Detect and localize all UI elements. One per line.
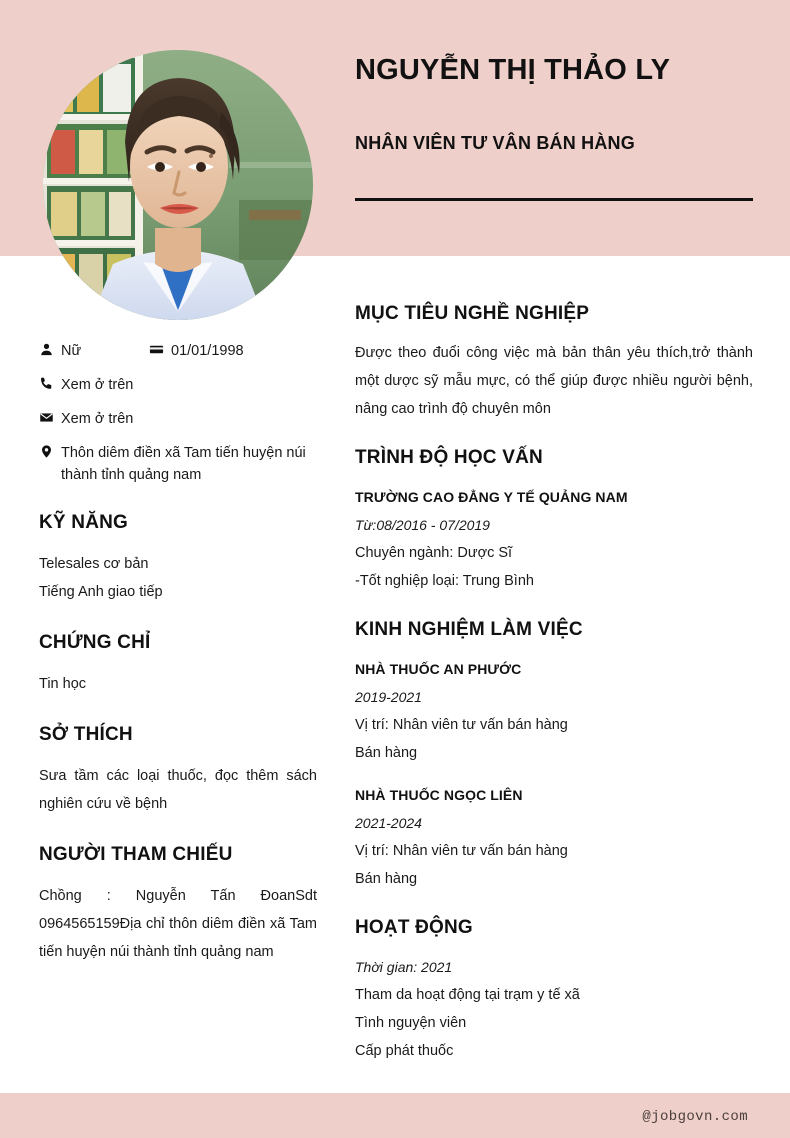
education-school: TRƯỜNG CAO ĐẲNG Y TẾ QUẢNG NAM	[355, 489, 628, 505]
references-text: Chồng : Nguyễn Tấn ĐoanSdt 0964565159Địa chỉ thôn diêm điền xã Tam tiến huyện núi thành tỉnh quảng nam	[39, 888, 317, 960]
section-title-activities: HOẠT ĐỘNG	[355, 917, 473, 938]
header-text-block	[355, 50, 753, 201]
contact-item-gender	[39, 340, 149, 362]
section-skills	[39, 512, 319, 606]
education-detail: Chuyên ngành: Dược Sĩ	[355, 545, 513, 561]
experience-detail: Vị trí: Nhân viên tư vấn bán hàng	[355, 717, 568, 733]
education-date: Từ:08/2016 - 07/2019	[355, 517, 490, 533]
contact-item-birthday	[149, 340, 244, 362]
certificate-item: Tin học	[39, 676, 87, 692]
section-interests	[39, 724, 319, 818]
contact-row-gender-birthday	[39, 340, 319, 362]
section-title-objective: MỤC TIÊU NGHỀ NGHIỆP	[355, 303, 590, 324]
experience-company: NHÀ THUỐC NGỌC LIÊN	[355, 787, 523, 803]
section-title-interests: SỞ THÍCH	[39, 724, 133, 745]
contact-item-address	[39, 442, 313, 486]
contact-list	[39, 340, 319, 486]
page-title: NGUYỄN THỊ THẢO LY	[355, 54, 671, 86]
section-experience	[355, 619, 753, 893]
envelope-icon	[39, 408, 61, 425]
email-value: Xem ở trên	[61, 411, 134, 427]
experience-date: 2019-2021	[355, 689, 422, 705]
id-card-icon	[149, 340, 171, 357]
section-certificates	[39, 632, 319, 698]
section-education	[355, 447, 753, 595]
skill-item: Telesales cơ bản	[39, 556, 149, 572]
phone-value: Xem ở trên	[61, 377, 134, 393]
job-title: NHÂN VIÊN TƯ VÂN BÁN HÀNG	[355, 133, 635, 153]
header-divider	[355, 198, 753, 201]
activity-detail: Tham da hoạt động tại trạm y tế xã	[355, 987, 580, 1003]
contact-item-phone	[39, 374, 133, 396]
section-title-references: NGƯỜI THAM CHIẾU	[39, 844, 233, 865]
section-objective	[355, 303, 753, 423]
sidebar-column	[39, 340, 319, 966]
interests-text: Sưa tầm các loại thuốc, đọc thêm sách nghiên cứu về bệnh	[39, 768, 317, 812]
activity-entry	[355, 953, 753, 1065]
avatar	[43, 50, 313, 320]
activity-detail: Cấp phát thuốc	[355, 1043, 454, 1059]
activity-date: Thời gian: 2021	[355, 959, 453, 975]
activity-detail: Tình nguyện viên	[355, 1015, 467, 1031]
watermark: @jobgovn.com	[642, 1109, 748, 1125]
section-title-skills: KỸ NĂNG	[39, 512, 129, 533]
location-pin-icon	[39, 442, 61, 459]
objective-text: Được theo đuổi công việc mà bản thân yêu thích,trở thành một dược sỹ mẫu mực, có thể giúp được nhiều người bệnh, nâng cao trình độ chuyên môn	[355, 345, 753, 417]
experience-date: 2021-2024	[355, 815, 422, 831]
phone-icon	[39, 374, 61, 391]
contact-row-phone	[39, 374, 319, 396]
address-value: Thôn diêm điền xã Tam tiến huyện núi thành tỉnh quảng nam	[61, 445, 306, 483]
education-entry	[355, 483, 753, 595]
section-title-experience: KINH NGHIỆM LÀM VIỆC	[355, 619, 583, 640]
experience-detail: Bán hàng	[355, 871, 418, 887]
section-references	[39, 844, 319, 966]
contact-row-address	[39, 442, 319, 486]
experience-entry	[355, 655, 753, 767]
education-detail: -Tốt nghiệp loại: Trung Bình	[355, 573, 534, 589]
experience-detail: Bán hàng	[355, 745, 418, 761]
contact-row-email	[39, 408, 319, 430]
experience-company: NHÀ THUỐC AN PHƯỚC	[355, 661, 522, 677]
section-activities	[355, 917, 753, 1065]
person-icon	[39, 340, 61, 357]
birthday-value: 01/01/1998	[171, 343, 244, 359]
section-title-certificates: CHỨNG CHỈ	[39, 632, 151, 653]
contact-item-email	[39, 408, 133, 430]
experience-entry	[355, 781, 753, 893]
skill-item: Tiếng Anh giao tiếp	[39, 584, 163, 600]
section-title-education: TRÌNH ĐỘ HỌC VẤN	[355, 447, 543, 468]
experience-detail: Vị trí: Nhân viên tư vấn bán hàng	[355, 843, 568, 859]
gender-value: Nữ	[61, 343, 82, 359]
main-column	[355, 303, 753, 1089]
